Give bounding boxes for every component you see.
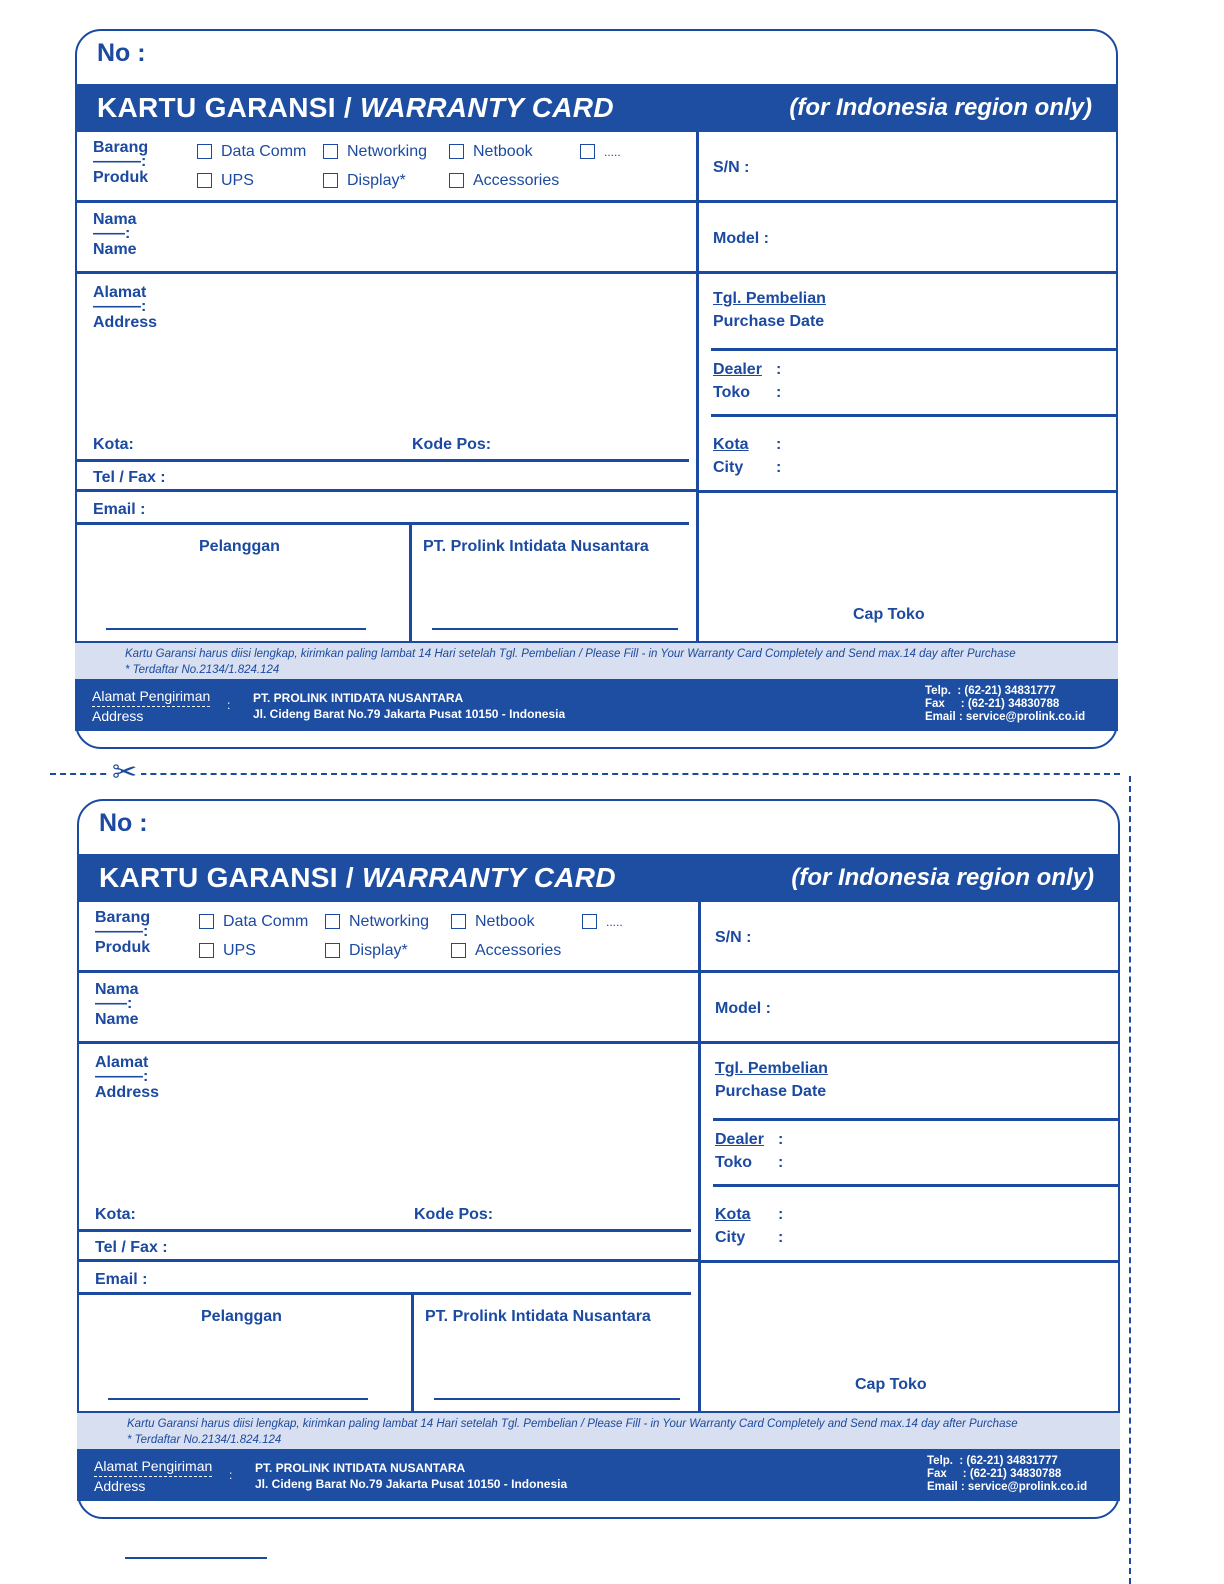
- address-label: Alamat ———: Address: [93, 284, 158, 331]
- cut-line: [50, 773, 1120, 775]
- divider-line: [77, 200, 1118, 203]
- tel-fax-label: Tel / Fax :: [95, 1239, 168, 1256]
- warranty-card-1: [75, 29, 1118, 749]
- kota-label: Kota:: [93, 436, 134, 453]
- dealer-label: Dealer : Toko :: [715, 1131, 784, 1171]
- divider-line: [698, 902, 701, 1411]
- email-label: Email :: [93, 501, 146, 518]
- checkbox-accessories[interactable]: Accessories: [449, 172, 559, 190]
- card-title: KARTU GARANSI / WARRANTY CARD: [97, 92, 614, 123]
- company-signature-label: PT. Prolink Intidata Nusantara: [423, 538, 649, 555]
- name-label: Nama ——: Name: [95, 981, 139, 1028]
- checkbox-networking[interactable]: Networking: [325, 913, 429, 931]
- card-title: KARTU GARANSI / WARRANTY CARD: [99, 862, 616, 893]
- divider-line: [79, 1041, 1120, 1044]
- checkbox-display[interactable]: Display*: [323, 172, 406, 190]
- contact-info: Telp. : (62-21) 34831777 Fax : (62-21) 34830788 Email : service@prolink.co.id: [927, 1455, 1088, 1493]
- divider-line: [699, 490, 1118, 493]
- checkbox-netbook[interactable]: Netbook: [451, 913, 535, 931]
- model-label: Model :: [713, 230, 769, 247]
- divider-line: [77, 271, 1118, 274]
- checkbox-other[interactable]: .....: [582, 913, 623, 931]
- region-note: (for Indonesia region only): [791, 864, 1094, 891]
- divider-line: [713, 1118, 1120, 1121]
- checkbox-netbook[interactable]: Netbook: [449, 143, 533, 161]
- checkbox-display[interactable]: Display*: [325, 942, 408, 960]
- city-label: Kota : City :: [713, 436, 782, 476]
- checkbox-ups[interactable]: UPS: [197, 172, 254, 190]
- checkbox-data-comm[interactable]: Data Comm: [199, 913, 308, 931]
- tel-fax-label: Tel / Fax :: [93, 469, 166, 486]
- card-number-label: No :: [97, 39, 146, 67]
- model-label: Model :: [715, 1000, 771, 1017]
- instruction-note: Kartu Garansi harus diisi lengkap, kirimkan paling lambat 14 Hari setelah Tgl. Pembelian / Please Fill - in Your Warranty Card Completely and Send max.14 day after Purchase * Terdaftar No.2134/1.824.124: [75, 641, 1118, 679]
- divider-line: [696, 132, 699, 641]
- company-address: PT. PROLINK INTIDATA NUSANTARA Jl. Cideng Barat No.79 Jakarta Pusat 10150 - Indonesia: [253, 691, 566, 721]
- title-banner: [77, 854, 1120, 902]
- shipping-address-label: Alamat Pengiriman Address: [92, 688, 211, 724]
- region-note: (for Indonesia region only): [789, 94, 1092, 121]
- bottom-line: [125, 1557, 267, 1559]
- company-signature-label: PT. Prolink Intidata Nusantara: [425, 1308, 651, 1325]
- kota-label: Kota:: [95, 1206, 136, 1223]
- warranty-card-2: [77, 799, 1120, 1519]
- checkbox-ups[interactable]: UPS: [199, 942, 256, 960]
- city-label: Kota : City :: [715, 1206, 784, 1246]
- email-label: Email :: [95, 1271, 148, 1288]
- instruction-note: Kartu Garansi harus diisi lengkap, kirimkan paling lambat 14 Hari setelah Tgl. Pembelian / Please Fill - in Your Warranty Card Completely and Send max.14 day after Purchase * Terdaftar No.2134/1.824.124: [77, 1411, 1120, 1449]
- sn-label: S/N :: [713, 159, 750, 176]
- shipping-address-label: Alamat Pengiriman Address: [94, 1458, 213, 1494]
- purchase-date-label: Tgl. Pembelian Purchase Date: [715, 1060, 828, 1100]
- title-banner: [75, 84, 1118, 132]
- divider-line: [79, 1229, 691, 1232]
- store-stamp-label: Cap Toko: [853, 606, 925, 623]
- company-address: PT. PROLINK INTIDATA NUSANTARA Jl. Cideng Barat No.79 Jakarta Pusat 10150 - Indonesia: [255, 1461, 568, 1491]
- card-number-label: No :: [99, 809, 148, 837]
- address-label: Alamat ———: Address: [95, 1054, 160, 1101]
- side-cut-line: [1129, 776, 1131, 1584]
- checkbox-accessories[interactable]: Accessories: [451, 942, 561, 960]
- customer-signature-label: Pelanggan: [199, 538, 280, 555]
- checkbox-other[interactable]: .....: [580, 143, 621, 161]
- scissors-icon: ✂: [108, 758, 141, 788]
- name-label: Nama ——: Name: [93, 211, 137, 258]
- divider-line: [409, 522, 412, 641]
- customer-signature-line: [108, 1398, 368, 1400]
- divider-line: [77, 459, 689, 462]
- dealer-label: Dealer : Toko :: [713, 361, 782, 401]
- product-label: Barang ———: Produk: [93, 139, 149, 186]
- divider-line: [411, 1292, 414, 1411]
- customer-signature-line: [106, 628, 366, 630]
- postal-code-label: Kode Pos:: [412, 436, 492, 453]
- customer-signature-label: Pelanggan: [201, 1308, 282, 1325]
- shipping-footer: Alamat Pengiriman Address : PT. PROLINK INTIDATA NUSANTARA Jl. Cideng Barat No.79 Jakarta Pusat 10150 - Indonesia Telp. : (62-21) 34831777 Fax : (62-21) 34830788 Email : service@prolink.co.id: [75, 679, 1118, 731]
- divider-line: [711, 414, 1118, 417]
- sn-label: S/N :: [715, 929, 752, 946]
- shipping-footer: Alamat Pengiriman Address : PT. PROLINK INTIDATA NUSANTARA Jl. Cideng Barat No.79 Jakarta Pusat 10150 - Indonesia Telp. : (62-21) 34831777 Fax : (62-21) 34830788 Email : service@prolink.co.id: [77, 1449, 1120, 1501]
- divider-line: [79, 970, 1120, 973]
- checkbox-data-comm[interactable]: Data Comm: [197, 143, 306, 161]
- divider-line: [77, 522, 689, 525]
- company-signature-line: [432, 628, 678, 630]
- store-stamp-label: Cap Toko: [855, 1376, 927, 1393]
- purchase-date-label: Tgl. Pembelian Purchase Date: [713, 290, 826, 330]
- postal-code-label: Kode Pos:: [414, 1206, 494, 1223]
- divider-line: [713, 1184, 1120, 1187]
- product-label: Barang ———: Produk: [95, 909, 151, 956]
- divider-line: [77, 489, 696, 492]
- divider-line: [711, 348, 1118, 351]
- divider-line: [79, 1259, 698, 1262]
- company-signature-line: [434, 1398, 680, 1400]
- divider-line: [79, 1292, 691, 1295]
- contact-info: Telp. : (62-21) 34831777 Fax : (62-21) 34830788 Email : service@prolink.co.id: [925, 685, 1086, 723]
- checkbox-networking[interactable]: Networking: [323, 143, 427, 161]
- divider-line: [701, 1260, 1120, 1263]
